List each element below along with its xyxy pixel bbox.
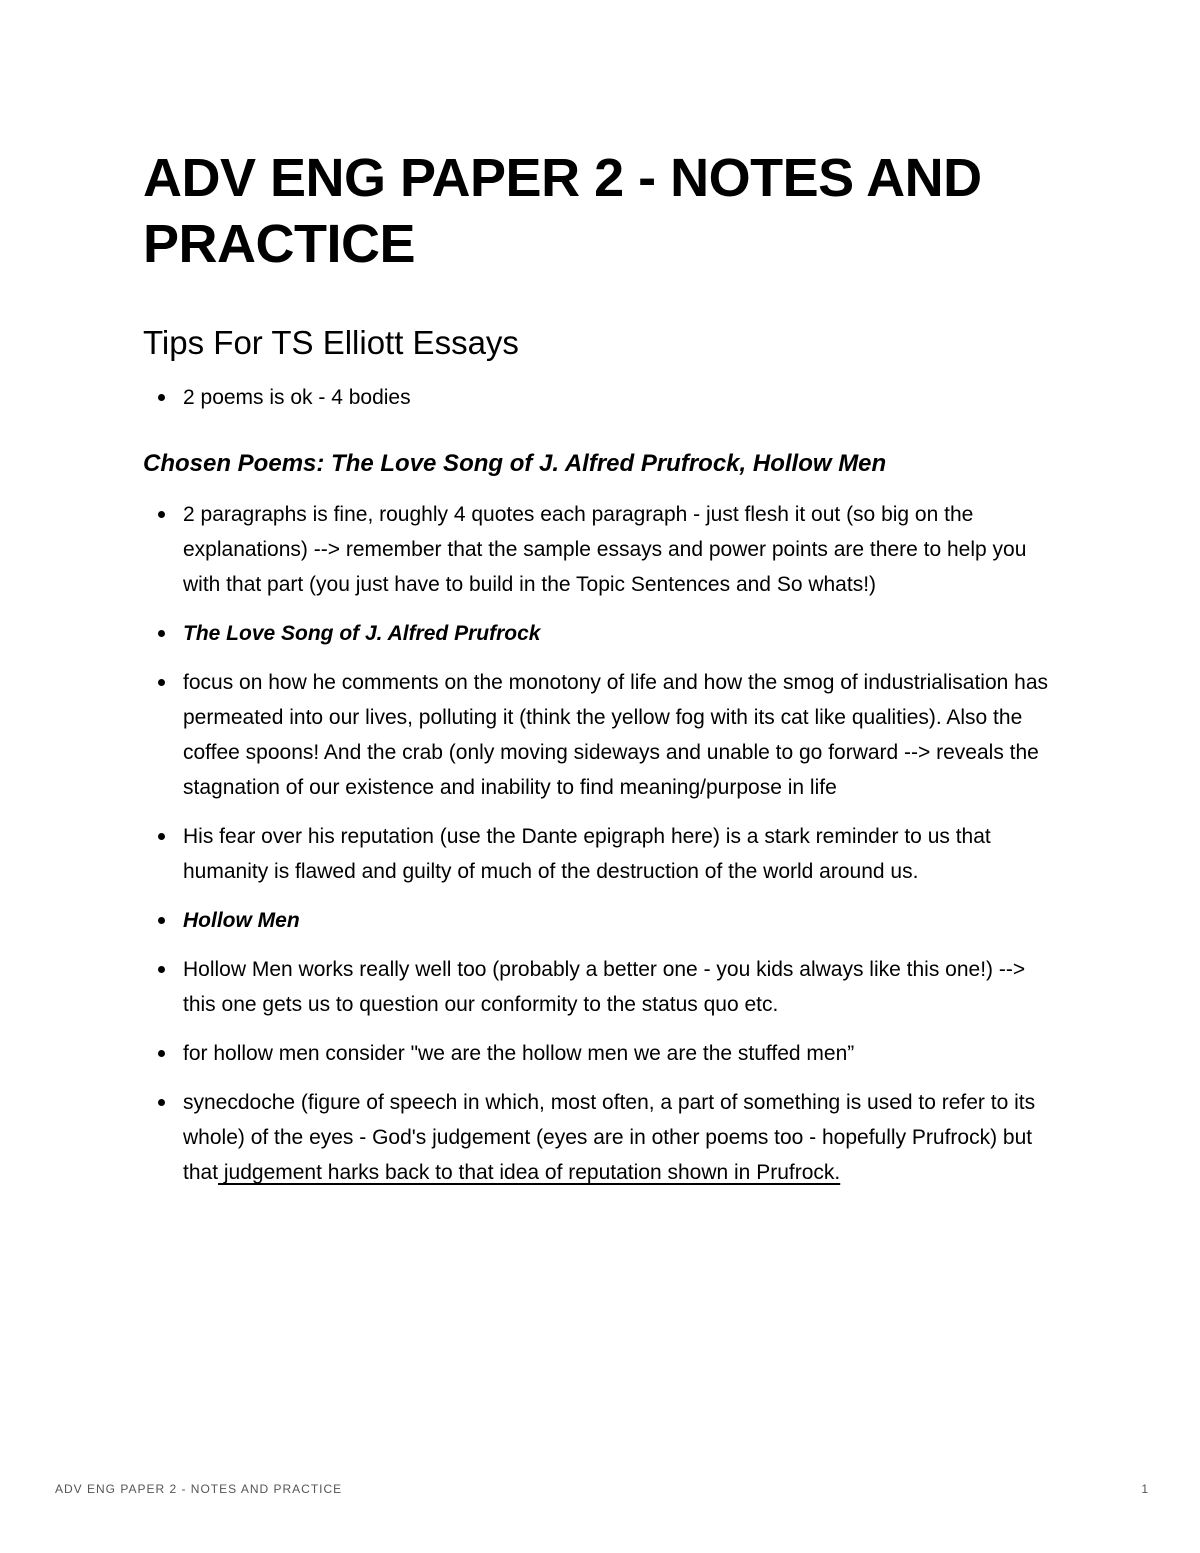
- bullet-icon: [158, 833, 165, 840]
- list-item-text: The Love Song of J. Alfred Prufrock: [183, 622, 541, 645]
- list-item: [143, 819, 1063, 889]
- bullet-icon: [158, 679, 165, 686]
- list-item-text: 2 poems is ok - 4 bodies: [183, 386, 411, 409]
- list-item-text: focus on how he comments on the monotony of life and how the smog of industrialisation has permeated into our lives, polluting it (think the yellow fog with its cat like qualities). Also the coffee spoons! And the crab (only moving sideways and unable to go forward --> reveals the stagnation of our existence and inability to find meaning/purpose in life: [183, 671, 1048, 799]
- list-item-text: synecdoche (figure of speech in which, most often, a part of something is used to refer to its whole) of the eyes - God's judgement (eyes are in other poems too - hopefully Prufrock) but that: [183, 1091, 1036, 1184]
- list-item: [143, 952, 1063, 1022]
- list-item: [143, 1085, 1063, 1190]
- list-item: [143, 380, 1063, 415]
- list-item-text: His fear over his reputation (use the Dante epigraph here) is a stark reminder to us that humanity is flawed and guilty of much of the destruction of the world around us.: [183, 825, 991, 883]
- bullet-icon: [158, 1099, 165, 1106]
- section-bullet-list: [143, 380, 1063, 415]
- footer-title: ADV ENG PAPER 2 - NOTES AND PRACTICE: [55, 1482, 343, 1496]
- list-item-poem-title: [143, 903, 1063, 938]
- document-title: ADV ENG PAPER 2 - NOTES AND PRACTICE: [143, 148, 982, 274]
- page-number: 1: [1141, 1482, 1148, 1496]
- bullet-icon: [158, 1050, 165, 1057]
- notes-bullet-list: [143, 497, 1063, 1190]
- bullet-icon: [158, 966, 165, 973]
- bullet-icon: [158, 630, 165, 637]
- list-item-text: 2 paragraphs is fine, roughly 4 quotes each paragraph - just flesh it out (so big on the explanations) --> remember that the sample essays and power points are there to help you with that part (you just have to build in the Topic Sentences and So whats!): [183, 503, 1027, 596]
- list-item-text: for hollow men consider "we are the hollow men we are the stuffed men”: [183, 1042, 855, 1065]
- bullet-icon: [158, 917, 165, 924]
- list-item: [143, 1036, 1063, 1071]
- list-item-poem-title: [143, 616, 1063, 651]
- list-item: [143, 665, 1063, 805]
- list-item-text: Hollow Men: [183, 909, 300, 932]
- section-heading: Tips For TS Elliott Essays: [143, 324, 519, 361]
- list-item: [143, 497, 1063, 602]
- bullet-icon: [158, 394, 165, 401]
- document-body: [143, 145, 1063, 1204]
- bullet-icon: [158, 511, 165, 518]
- list-item-text: Hollow Men works really well too (probably a better one - you kids always like this one!) --> this one gets us to question our conformity to the status quo etc.: [183, 958, 1026, 1016]
- underlined-text: judgement harks back to that idea of reputation shown in Prufrock.: [218, 1161, 841, 1184]
- chosen-poems-heading: Chosen Poems: The Love Song of J. Alfred Prufrock, Hollow Men: [143, 450, 887, 477]
